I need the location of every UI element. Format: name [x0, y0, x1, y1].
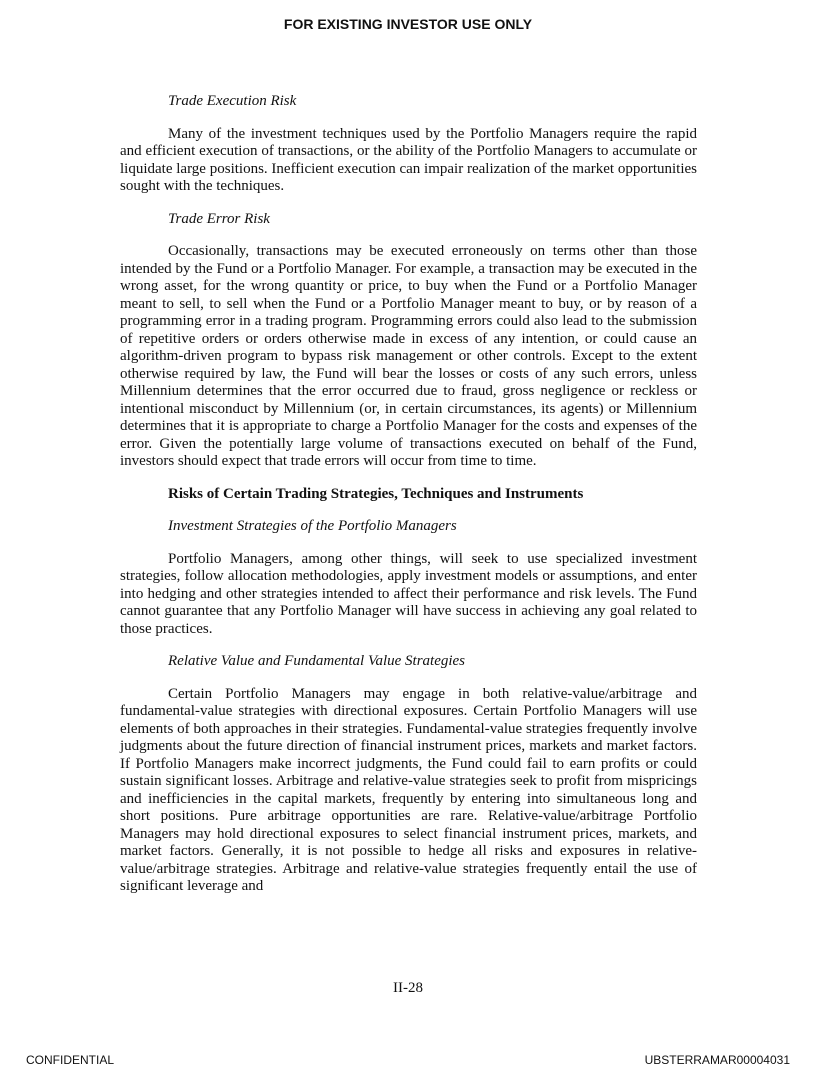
section-heading-investment-strategies: Investment Strategies of the Portfolio Managers: [168, 518, 457, 534]
section-heading-trade-error-risk: Trade Error Risk: [168, 210, 270, 227]
paragraph-investment-strategies: Portfolio Managers, among other things, will seek to use specialized investment strategies, follow allocation methodologies, apply investment models or assumptions, and enter into hedging and other strategies intended to affect their performance and risk levels. The Fund cannot guarantee that any Portfolio Manager will have success in achieving any goal related to those practices.: [120, 550, 697, 637]
section-heading-relative-value: Relative Value and Fundamental Value Strategies: [168, 653, 466, 669]
paragraph-trade-execution-risk: Many of the investment techniques used by the Portfolio Managers require the rapid and efficient execution of transactions, or the ability of the Portfolio Managers to accumulate or liquidate large positions. Inefficient execution can impair realization of the market opportunities sought with the techniques.: [120, 125, 697, 194]
footer-bates-number: UBSTERRAMAR00004031: [644, 1053, 790, 1067]
footer-confidential-label: CONFIDENTIAL: [26, 1053, 115, 1067]
paragraph-trade-error-risk: Occasionally, transactions may be executed erroneously on terms other than those intended by the Fund or a Portfolio Manager. For example, a transaction may be executed in the wrong asset, for the wrong quantity or price, to buy when the Fund or a Portfolio Manager meant to sell, to sell when the Fund or a Portfolio Manager meant to buy, or by reason of a programming error in a trading program. Programming errors could also lead to the submission of repetitive orders or orders otherwise made in excess of any intention, or could cause an algorithm-driven program to bypass risk management or other controls. Except to the extent otherwise required by law, the Fund will bear the losses or costs of any such errors, unless Millennium determines that the error occurred due to fraud, gross negligence or reckless or intentional misconduct by Millennium (or, in certain circumstances, its agents) or Millennium determines that it is appropriate to charge a Portfolio Manager for the costs and expenses of the error. Given the potentially large volume of transactions executed on behalf of the Fund, investors should expect that trade errors will occur from time to time.: [120, 243, 697, 469]
paragraph-relative-value: Certain Portfolio Managers may engage in both relative-value/arbitrage and fundamental-value strategies with directional exposures. Certain Portfolio Managers will use elements of both approaches in their strategies. Fundamental-value strategies frequently involve judgments about the future direction of financial instrument prices, markets and market factors. If Portfolio Managers make incorrect judgments, the Fund could fail to earn profits or could sustain significant losses. Arbitrage and relative-value strategies seek to profit from mispricings and inefficiencies in the capital markets, frequently by entering into simultaneous long and short positions. Pure arbitrage opportunities are rare. Relative-value/arbitrage Portfolio Managers may hold directional exposures to select financial instrument prices, markets, and market factors. Generally, it is not possible to hedge all risks and exposures in relative-value/arbitrage strategies. Arbitrage and relative-value strategies frequently entail the use of significant leverage and: [120, 685, 697, 894]
page-header-banner: FOR EXISTING INVESTOR USE ONLY: [283, 16, 533, 32]
page-number: II-28: [393, 980, 423, 996]
section-heading-trading-strategies: Risks of Certain Trading Strategies, Techniques and Instruments: [168, 485, 584, 502]
document-body: [120, 93, 697, 911]
section-heading-trade-execution-risk: Trade Execution Risk: [168, 93, 297, 109]
